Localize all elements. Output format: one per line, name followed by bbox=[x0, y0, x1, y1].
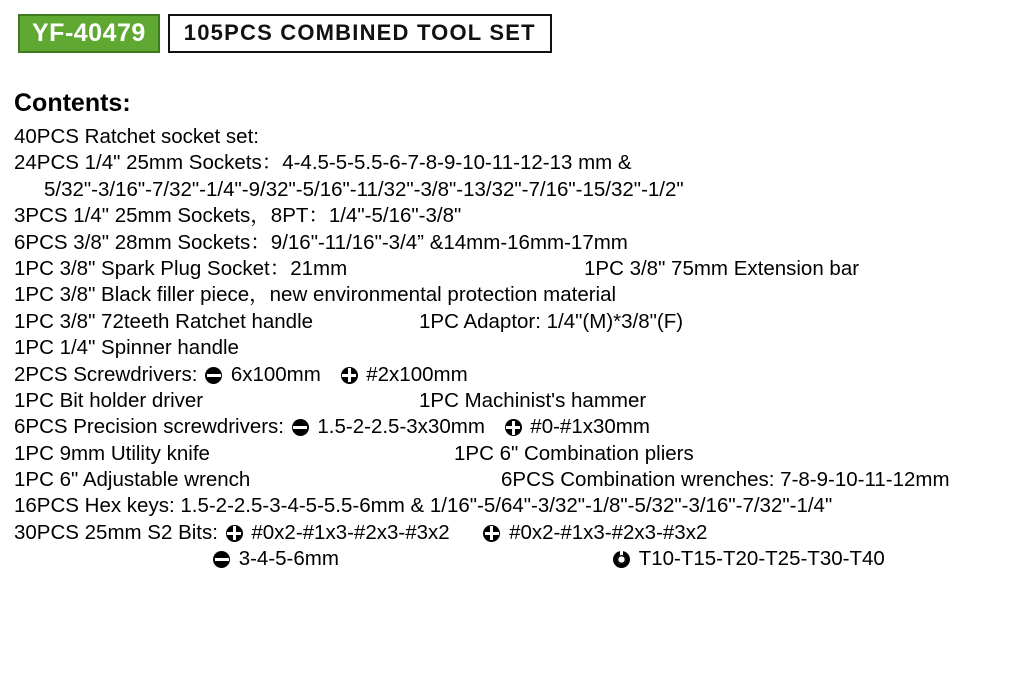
s2-bits-flat-group bbox=[14, 546, 339, 572]
list-item bbox=[14, 335, 1019, 361]
flat-bit-icon bbox=[213, 551, 230, 568]
phillips-bit-icon bbox=[483, 525, 500, 542]
spark-plug-socket-text: 1PC 3/8" Spark Plug Socket：21mm bbox=[14, 256, 348, 280]
s2-bits-ph-2-text: #0x2-#1x3-#2x3-#3x2 bbox=[509, 520, 708, 544]
torx-bit-icon bbox=[613, 551, 630, 568]
phillips-bit-icon bbox=[505, 419, 522, 436]
utility-knife-text: 1PC 9mm Utility knife bbox=[14, 441, 210, 465]
contents-list bbox=[14, 124, 1019, 573]
list-item bbox=[14, 230, 1019, 256]
spinner-handle-text: 1PC 1/4" Spinner handle bbox=[14, 336, 239, 360]
list-item bbox=[14, 414, 1019, 440]
s2-bits-torx-text: T10-T15-T20-T25-T30-T40 bbox=[638, 547, 885, 571]
list-item bbox=[14, 520, 1019, 546]
list-item bbox=[14, 546, 1019, 572]
list-item bbox=[14, 467, 1019, 493]
flat-bit-icon bbox=[205, 367, 222, 384]
bit-holder-driver-text: 1PC Bit holder driver bbox=[14, 388, 204, 412]
sockets-3pcs-text: 3PCS 1/4" 25mm Sockets，8PT：1/4"-5/16"-3/8" bbox=[14, 204, 462, 228]
product-spec-page bbox=[0, 14, 1019, 673]
list-item bbox=[14, 309, 1019, 335]
combination-wrenches-text: 6PCS Combination wrenches: 7-8-9-10-11-12mm bbox=[501, 468, 950, 492]
list-item bbox=[14, 256, 1019, 282]
screwdrivers-flat-text: 6x100mm bbox=[230, 362, 321, 386]
sockets-6pcs-text: 6PCS 3/8" 28mm Sockets：9/16"-11/16"-3/4” &14mm-16mm-17mm bbox=[14, 230, 628, 254]
list-item bbox=[14, 388, 1019, 414]
hex-keys-text: 16PCS Hex keys: 1.5-2-2.5-3-4-5-5.5-6mm & 1/16"-5/64"-3/32"-1/8"-5/32"-3/16"-7/32"-1/4" bbox=[14, 494, 833, 518]
list-item bbox=[14, 441, 1019, 467]
s2-bits-ph-1-text: #0x2-#1x3-#2x3-#3x2 bbox=[251, 520, 450, 544]
precision-phillips-text: #0-#1x30mm bbox=[530, 415, 650, 439]
filler-piece-text: 1PC 3/8" Black filler piece，new environmental protection material bbox=[14, 283, 617, 307]
sockets-24pcs-cont-text: 5/32"-3/16"-7/32"-1/4"-9/32"-5/16"-11/32"-3/8"-13/32"-7/16"-15/32"-1/2" bbox=[44, 177, 684, 201]
list-item bbox=[14, 124, 1019, 150]
machinists-hammer-text: 1PC Machinist's hammer bbox=[419, 388, 647, 412]
extension-bar-text: 1PC 3/8" 75mm Extension bar bbox=[584, 256, 860, 280]
sockets-24pcs-text: 24PCS 1/4" 25mm Sockets：4-4.5-5-5.5-6-7-8-9-10-11-12-13 mm & bbox=[14, 151, 632, 175]
phillips-bit-icon bbox=[341, 367, 358, 384]
ratchet-handle-text: 1PC 3/8" 72teeth Ratchet handle bbox=[14, 309, 314, 333]
list-item bbox=[14, 362, 1019, 388]
adaptor-text: 1PC Adaptor: 1/4"(M)*3/8"(F) bbox=[419, 309, 684, 333]
s2-bits-torx-group bbox=[611, 546, 885, 572]
list-item bbox=[14, 282, 1019, 308]
precision-flat-text: 1.5-2-2.5-3x30mm bbox=[317, 415, 485, 439]
contents-heading: Contents: bbox=[14, 89, 131, 117]
s2-bits-flat-text: 3-4-5-6mm bbox=[238, 547, 339, 571]
phillips-bit-icon bbox=[226, 525, 243, 542]
product-header bbox=[18, 14, 1019, 53]
sku-badge: YF-40479 bbox=[18, 14, 160, 53]
list-item bbox=[14, 203, 1019, 229]
precision-prefix-text: 6PCS Precision screwdrivers: bbox=[14, 415, 284, 439]
list-item bbox=[14, 493, 1019, 519]
list-item bbox=[14, 150, 1019, 176]
ratchet-socket-set-text: 40PCS Ratchet socket set: bbox=[14, 125, 259, 148]
s2-bits-prefix-text: 30PCS 25mm S2 Bits: bbox=[14, 520, 218, 544]
product-title: 105PCS COMBINED TOOL SET bbox=[168, 14, 552, 53]
screwdrivers-prefix-text: 2PCS Screwdrivers: bbox=[14, 362, 198, 386]
combination-pliers-text: 1PC 6" Combination pliers bbox=[454, 441, 694, 465]
flat-bit-icon bbox=[292, 419, 309, 436]
list-item bbox=[14, 177, 1019, 203]
adjustable-wrench-text: 1PC 6" Adjustable wrench bbox=[14, 468, 251, 492]
screwdrivers-phillips-text: #2x100mm bbox=[366, 362, 468, 386]
